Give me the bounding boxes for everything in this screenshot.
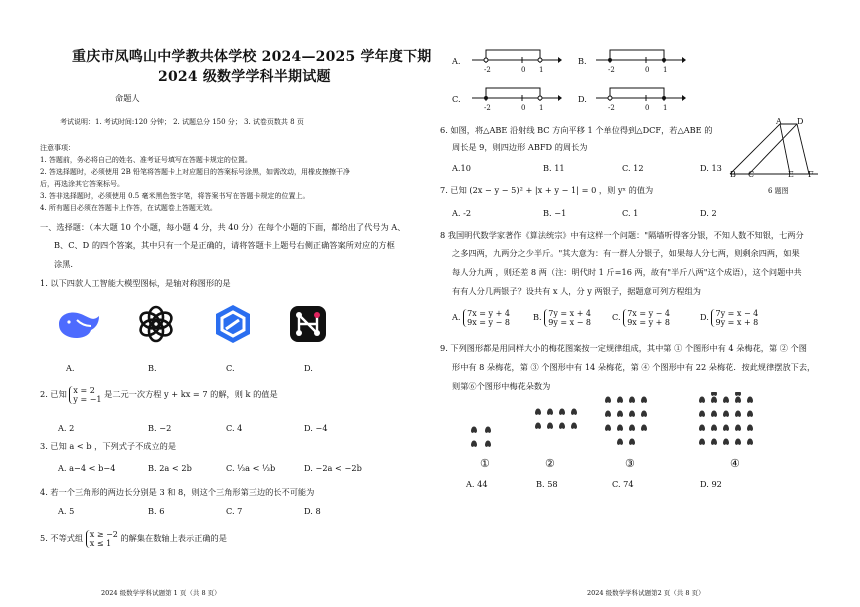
q5-option: A.: [452, 56, 461, 66]
q8-stem: 每人分九两 ，则还差 8 两（注：明代时 1 斤=16 两，故有"半斤八两"这个成语），这个问题中共: [452, 267, 802, 277]
q9-option: B. 58: [536, 479, 558, 489]
point-label: D: [797, 117, 804, 126]
figure-number: ③: [625, 457, 635, 470]
q6-option: B. 11: [543, 163, 565, 173]
q4-stem: 4. 若一个三角形的两边长分别是 3 和 8，则这个三角形第三边的长不可能为: [40, 487, 315, 497]
q6-option: A.10: [452, 163, 471, 173]
q1-option: B.: [148, 363, 157, 373]
q5-option: D.: [578, 94, 587, 104]
plum-figure-1: [471, 427, 491, 447]
q8-option-label: D.: [700, 312, 709, 322]
q2-eq1: x = 2: [73, 386, 95, 395]
tick-label: 0: [521, 104, 526, 112]
q4-option: C. 7: [226, 506, 243, 516]
graph-nodes-icon: [289, 305, 327, 343]
q3-option: A. a−4 < b−4: [58, 463, 116, 473]
exam-info: 考试说明：1. 考试时间:120 分钟； 2. 试题总分 150 分； 3. 试卷页数共 8 页: [60, 118, 304, 126]
q5-prefix: 5. 不等式组: [40, 533, 84, 543]
q7-option: D. 2: [700, 208, 717, 218]
q8-option-label: A.: [452, 312, 461, 322]
notes-heading: 注意事项：: [40, 144, 75, 152]
q8-eq: 7y = x − 4: [715, 309, 759, 318]
note-item: 3. 答非选择题时，必须使用 0.5 毫米黑色签字笔，将答案书写在答题卡规定的位置上。: [40, 192, 310, 200]
tick-label: -2: [484, 104, 491, 112]
note-item: 2. 答选择题时，必须使用 2B 铅笔将答题卡上对应题目的答案标号涂黑，如需改动，用橡皮擦擦干净: [40, 168, 350, 176]
q8-eq: 9y = x + 8: [715, 318, 759, 327]
q8-stem: 8 我国明代数学家著作《算法统宗》中有这样一个问题："隔墙听得客分银，不知人数不知银，七两分: [440, 230, 804, 240]
exam-title-line1: 重庆市凤鸣山中学教共体学校 2024—2025 学年度下期: [72, 49, 432, 65]
q1-option: D.: [304, 363, 313, 373]
q8-stem: 之多四两，九两分之少半斤。"其大意为：有一群人分银子，如果每人分七两，则剩余四两，如果: [452, 248, 800, 258]
plum-pattern-figures: [440, 392, 800, 452]
tick-label: 1: [663, 104, 668, 112]
q7-option: A. -2: [452, 208, 472, 218]
q3-option: C. ⅓a < ⅓b: [226, 463, 276, 473]
q9-option: C. 74: [612, 479, 634, 489]
q8-option-c: [612, 309, 670, 327]
figure-caption: 6 题图: [768, 187, 789, 195]
tick-label: 1: [539, 66, 544, 74]
tick-label: 0: [645, 104, 650, 112]
q5-stem: [40, 530, 227, 548]
point-label: B: [730, 170, 736, 179]
q9-stem: 9. 下列图形都是用同样大小的梅花图案按一定规律组成，其中第 ① 个图形中有 4 朵梅花，第 ② 个图: [440, 343, 807, 353]
q2-stem: [40, 386, 278, 404]
tick-label: 1: [539, 104, 544, 112]
exam-title-line2: 2024 级数学学科半期试题: [158, 69, 331, 85]
q8-option-system: [544, 309, 591, 327]
q7-option: B. −1: [543, 208, 567, 218]
figure-number: ①: [480, 457, 490, 470]
openai-knot-icon: [136, 304, 176, 344]
author-label: 命题人: [115, 93, 140, 103]
section1-intro: B、C、D 的四个答案，其中只有一个是正确的，请将答题卡上题号右侧正确答案所对应的方框: [54, 240, 395, 250]
q8-option-system: [463, 309, 510, 327]
q4-option: A. 5: [58, 506, 75, 516]
q9-option: D. 92: [700, 479, 722, 489]
tick-label: 1: [663, 66, 668, 74]
section1-intro: 涂黑.: [54, 259, 73, 269]
q3-option: B. 2a < 2b: [148, 463, 192, 473]
q4-option: D. 8: [304, 506, 321, 516]
note-item: 4. 所有题目必须在答题卡上作答，在试题卷上答题无效。: [40, 204, 217, 212]
q6-option: C. 12: [622, 163, 644, 173]
q1-option: A.: [66, 363, 75, 373]
plum-figure-4: [699, 392, 753, 445]
deepseek-whale-icon: [55, 306, 103, 342]
q1-stem: 1. 以下四款人工智能大模型图标，是轴对称图形的是: [40, 278, 231, 288]
plum-figure-3: [605, 397, 647, 445]
q8-eq: 7x = y − 4: [627, 309, 670, 318]
q9-stem: 则第⑥个图形中梅花朵数为: [452, 381, 551, 391]
q8-option-d: [700, 309, 758, 327]
q6-stem: 周长是 9，则四边形 ABFD 的周长为: [452, 142, 588, 152]
section1-intro: 一、选择题：（本大题 10 个小题，每小题 4 分，共 40 分）在每个小题的下面，都给出了代号为 A、: [40, 222, 406, 232]
q5-ineq2: x ≤ 1: [89, 539, 112, 548]
tick-label: -2: [608, 66, 615, 74]
q8-eq: 9y = x − 8: [548, 318, 592, 327]
q2-prefix: 2. 已知: [40, 389, 67, 399]
q5-option: C.: [452, 94, 461, 104]
q1-option: C.: [226, 363, 235, 373]
q2-option: C. 4: [226, 423, 243, 433]
q3-option: D. −2a < −2b: [304, 463, 362, 473]
q5-suffix: 的解集在数轴上表示正确的是: [120, 533, 227, 543]
q9-stem: 形中有 8 朵梅花，第 ③ 个图形中有 14 朵梅花，第 ④ 个图形中有 22 朵梅花．按此规律摆放下去，: [452, 362, 816, 372]
q5-ineq1: x ≥ −2: [89, 530, 118, 539]
q8-option-system: [711, 309, 758, 327]
q6-option: D. 13: [700, 163, 722, 173]
footer-right: 2024 级数学学科试题第2 页（共 8 页）: [587, 589, 705, 597]
point-label: E: [788, 170, 794, 179]
q6-stem: 6. 如图，将△ABE 沿射线 BC 方向平移 1 个单位得到△DCF，若△ABE 的: [440, 125, 713, 135]
q8-stem: 有有人分几两银子？设共有 x 人，分 y 两银子，据题意可列方程组为: [452, 286, 701, 296]
point-label: C: [748, 170, 755, 179]
q8-eq: 9x = y + 8: [627, 318, 670, 327]
note-item: 后，再选涂其它答案标号。: [40, 180, 124, 188]
q3-stem: 3. 已知 a < b ，下列式子不成立的是: [40, 441, 177, 451]
q4-option: B. 6: [148, 506, 165, 516]
tick-label: 0: [645, 66, 650, 74]
q7-option: C. 1: [622, 208, 639, 218]
tick-label: -2: [484, 66, 491, 74]
tick-label: 0: [521, 66, 526, 74]
q2-option: D. −4: [304, 423, 328, 433]
q8-eq: 7y = x + 4: [548, 309, 592, 318]
q8-option-b: [533, 309, 591, 327]
q2-option: B. −2: [148, 423, 172, 433]
point-label: F: [808, 170, 814, 179]
hexagon-ai-icon: [213, 304, 253, 344]
q2-suffix: 是二元一次方程 y + kx = 7 的解，则 k 的值是: [104, 389, 278, 399]
plum-figure-2: [535, 409, 577, 429]
q2-eq2: y = −1: [73, 395, 102, 404]
q2-system: [69, 386, 101, 404]
q8-option-label: B.: [533, 312, 542, 322]
footer-left: 2024 级数学学科试题第 1 页（共 8 页）: [101, 589, 221, 597]
note-item: 1. 答题前，务必将自己的姓名、准考证号填写在答题卡规定的位置。: [40, 156, 252, 164]
q9-option: A. 44: [466, 479, 488, 489]
q2-option: A. 2: [58, 423, 75, 433]
q8-option-a: [452, 309, 510, 327]
figure-number: ②: [545, 457, 555, 470]
figure-number: ④: [730, 457, 740, 470]
q8-eq: 7x = y + 4: [467, 309, 510, 318]
tick-label: -2: [608, 104, 615, 112]
q8-eq: 9x = y − 8: [467, 318, 510, 327]
q8-option-system: [623, 309, 670, 327]
q8-option-label: C.: [612, 312, 621, 322]
q5-option: B.: [578, 56, 587, 66]
q5-system: [86, 530, 118, 548]
point-label: A: [776, 117, 782, 126]
q7-stem: 7. 已知 (2x − y − 5)² + |x + y − 1| = 0 ，则 yˣ 的值为: [440, 185, 654, 195]
